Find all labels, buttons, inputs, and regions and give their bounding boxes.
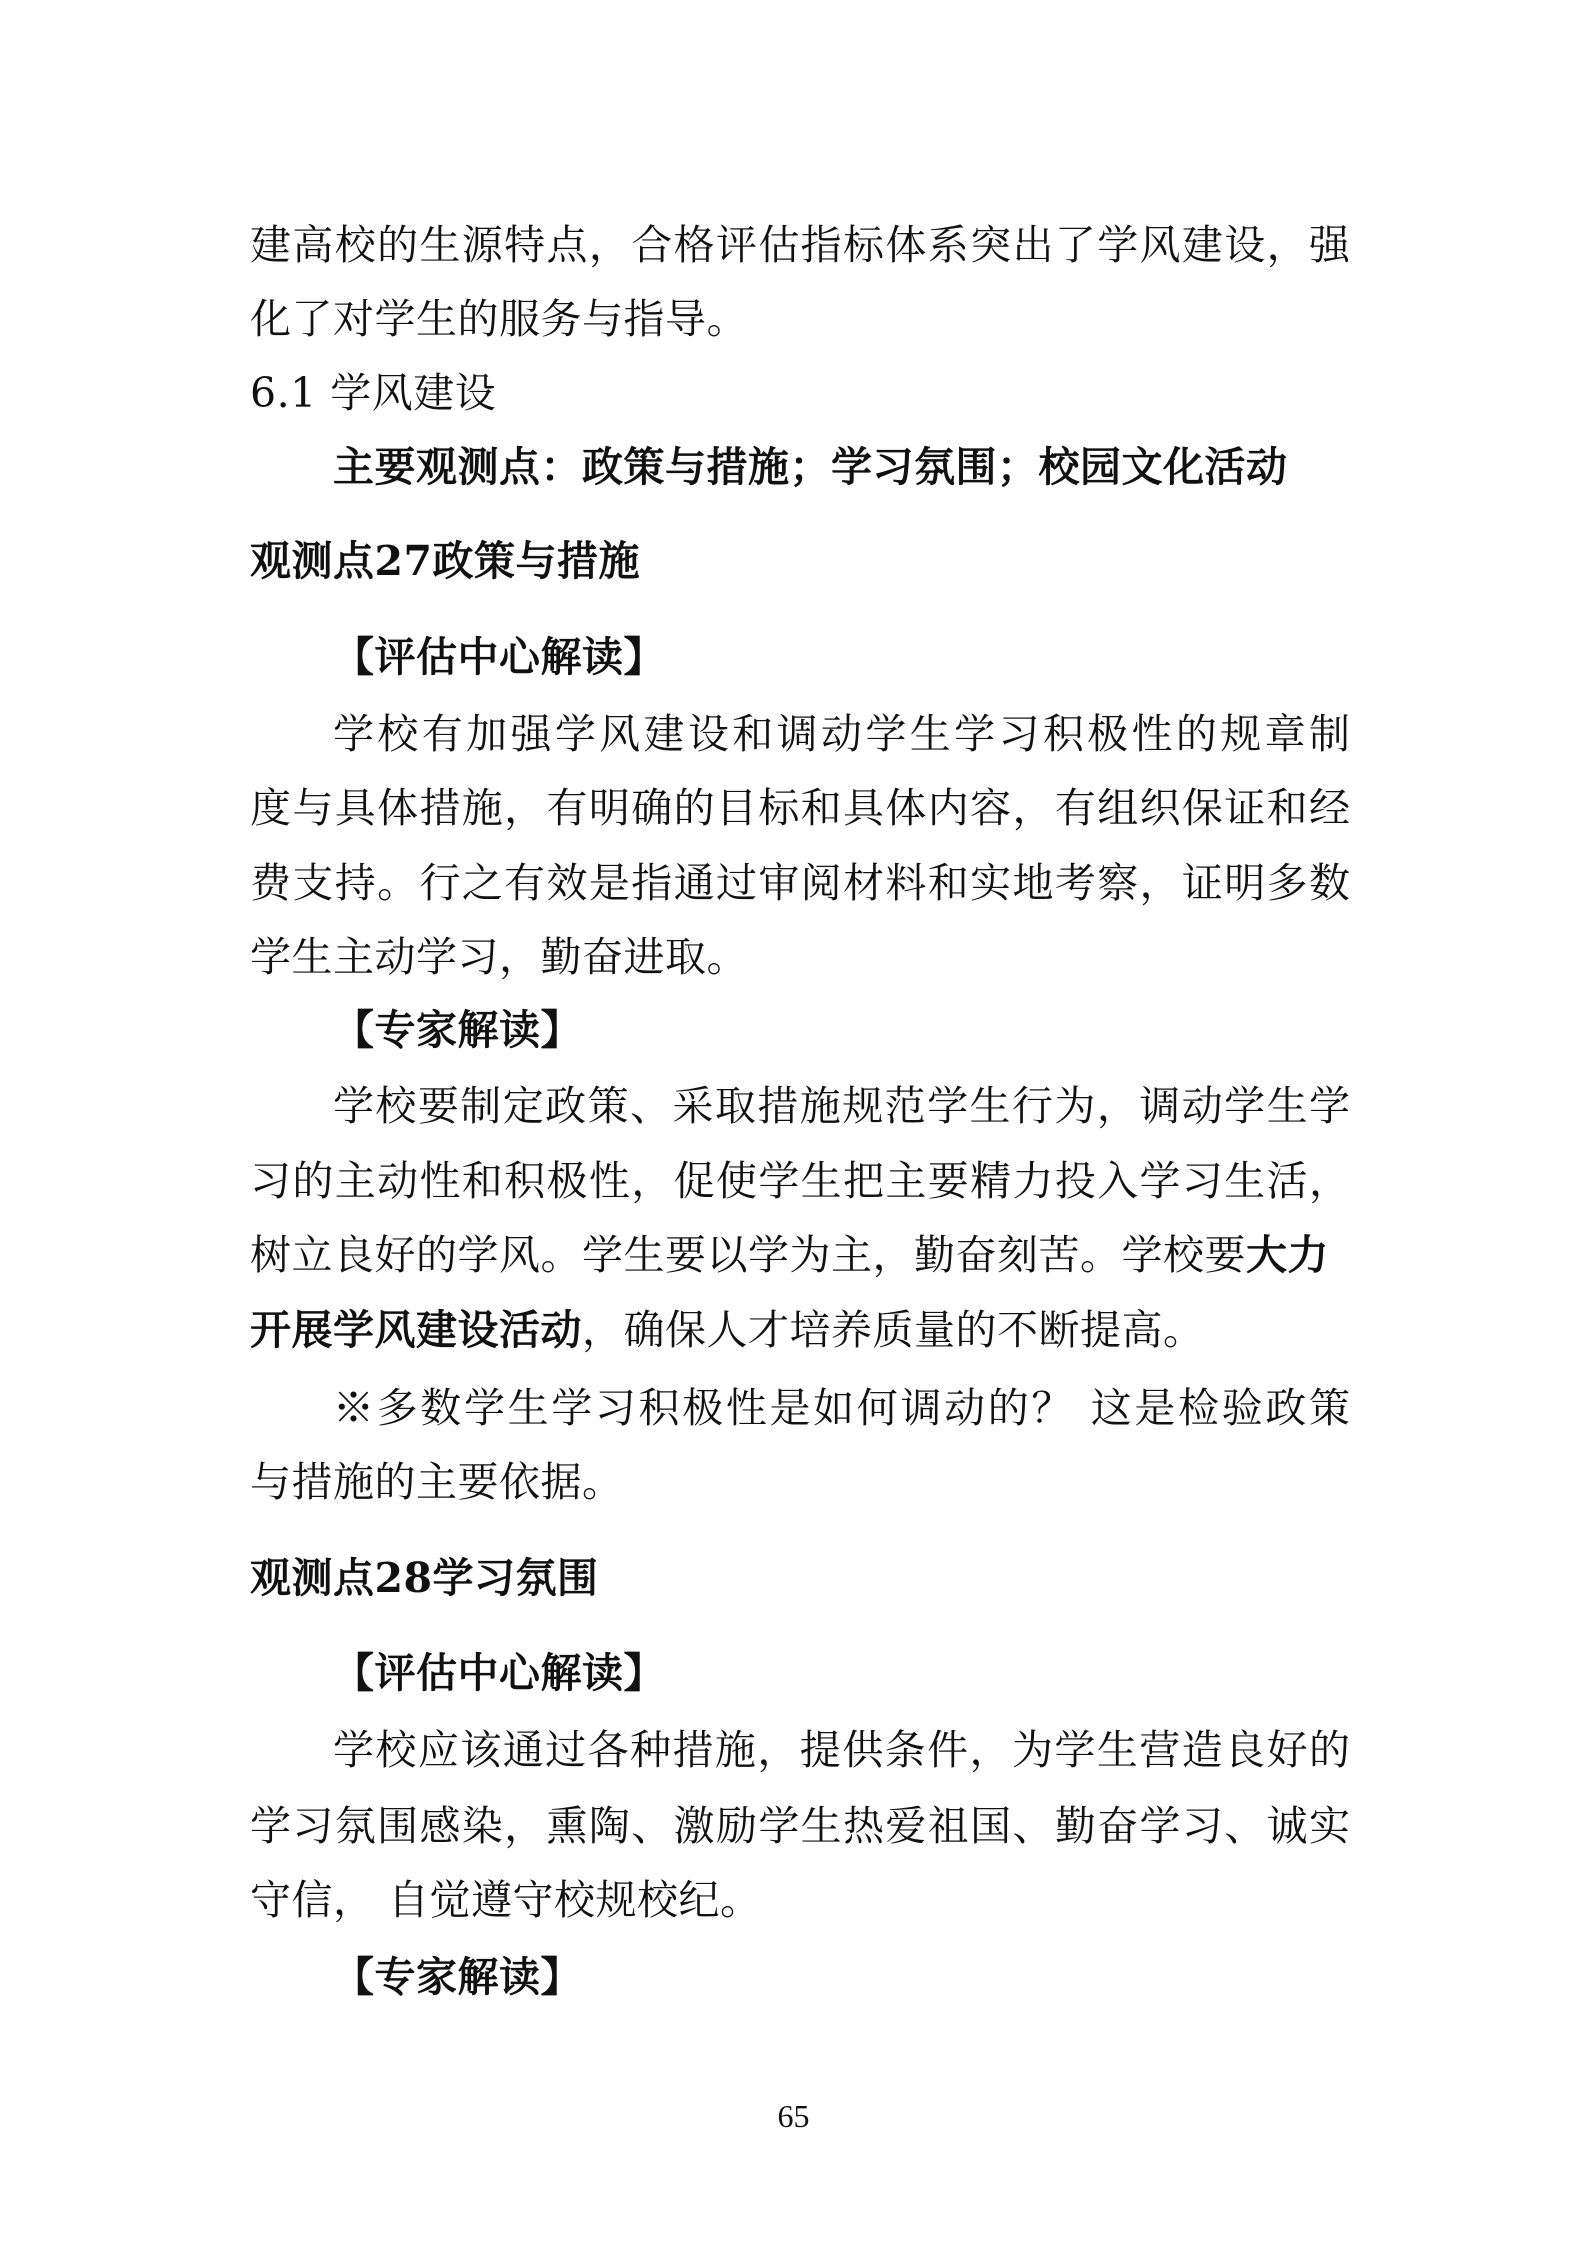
subheading-evaluation-center: 【评估中心解读】 [333, 1649, 665, 1697]
note-text-line: 与措施的主要依据。 [250, 1458, 624, 1506]
body-text-line: 守信， 自觉遵守校规校纪。 [250, 1876, 762, 1924]
emphasis-text: 大力 [1246, 1231, 1329, 1279]
body-text-line: 学校应该通过各种措施，提供条件，为学生营造良好的 [333, 1726, 1350, 1774]
emphasis-text: 开展学风建设活动 [250, 1306, 582, 1354]
body-text-line: 建高校的生源特点，合格评估指标体系突出了学风建设，强 [250, 221, 1350, 269]
subheading-expert: 【专家解读】 [333, 1953, 582, 2001]
body-text-line: 化了对学生的服务与指导。 [250, 295, 748, 343]
body-text-line: 学校要制定政策、采取措施规范学生行为，调动学生学 [333, 1082, 1350, 1130]
observation-point-heading: 观测点28学习氛围 [250, 1554, 599, 1602]
body-text-line [250, 1300, 1205, 1360]
body-text-segment: ，确保人才培养质量的不断提高。 [582, 1306, 1205, 1354]
section-heading: 6.1 学风建设 [250, 369, 497, 417]
body-text-segment: 树立良好的学风。学生要以学为主，勤奋刻苦。学校要 [250, 1231, 1246, 1279]
body-text-line: 学校有加强学风建设和调动学生学习积极性的规章制 [333, 710, 1350, 758]
body-text-line: 习的主动性和积极性，促使学生把主要精力投入学习生活， [250, 1157, 1350, 1205]
subheading-evaluation-center: 【评估中心解读】 [333, 633, 665, 681]
body-text-line: 学生主动学习，勤奋进取。 [250, 933, 748, 981]
note-text-line: ※多数学生学习积极性是如何调动的？ 这是检验政策 [333, 1384, 1350, 1432]
body-text-line: 学习氛围感染，熏陶、激励学生热爱祖国、勤奋学习、诚实 [250, 1802, 1350, 1850]
body-text-line [250, 1225, 1329, 1285]
body-text-line: 费支持。行之有效是指通过审阅材料和实地考察，证明多数 [250, 859, 1350, 907]
page-number: 65 [777, 2098, 810, 2134]
observation-points-summary: 主要观测点：政策与措施；学习氛围；校园文化活动 [333, 443, 1288, 491]
subheading-expert: 【专家解读】 [333, 1006, 582, 1054]
observation-point-heading: 观测点27政策与措施 [250, 537, 641, 585]
body-text-line: 度与具体措施，有明确的目标和具体内容，有组织保证和经 [250, 784, 1350, 832]
